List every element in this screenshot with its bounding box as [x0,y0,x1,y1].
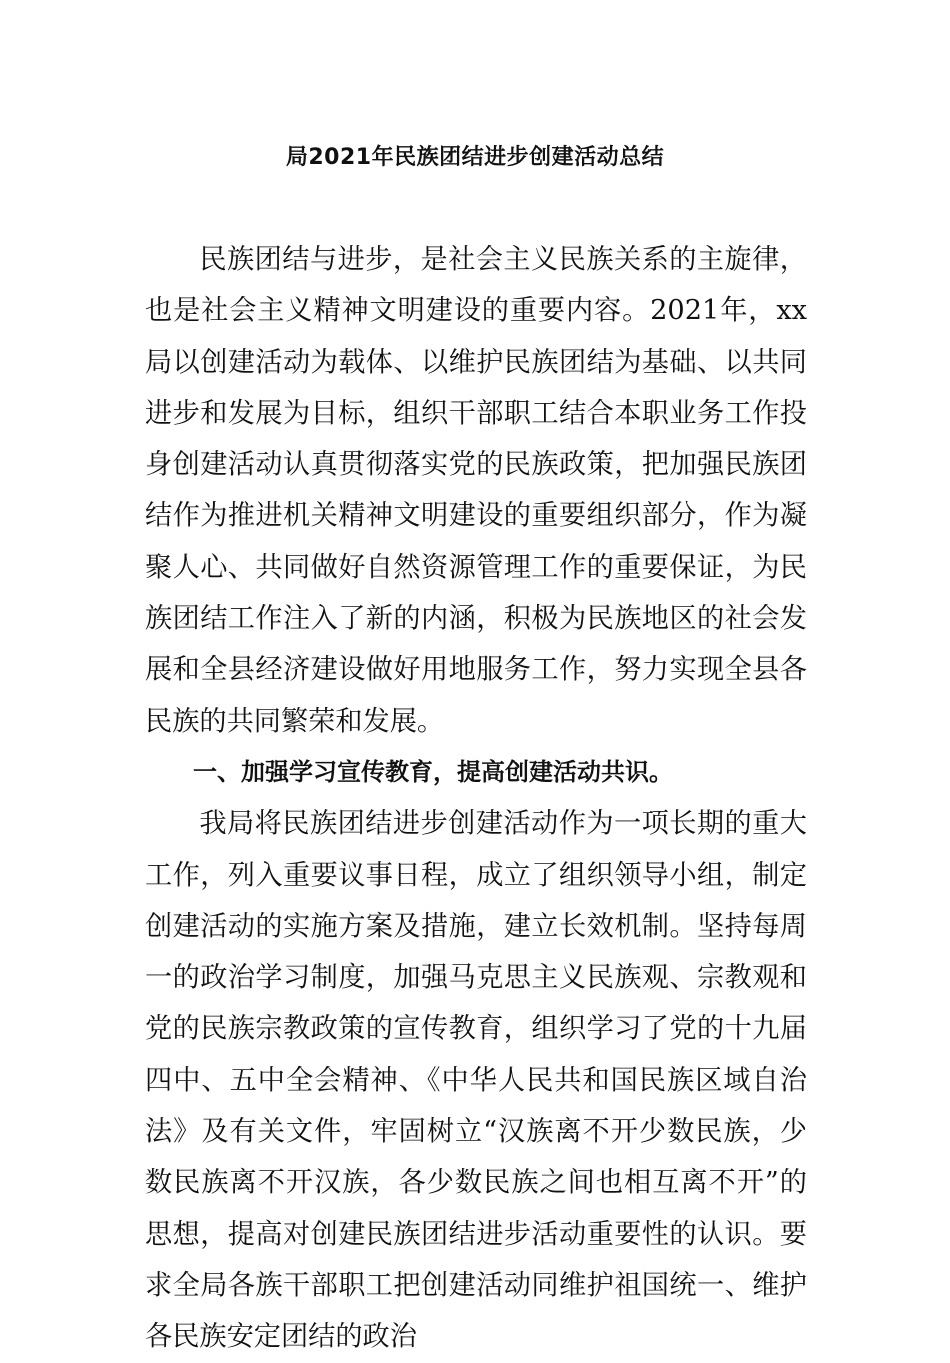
document-body [145,234,807,1363]
document-title: 局2021年民族团结进步创建活动总结 [285,145,665,170]
section-heading-1: 一、加强学习宣传教育，提高创建活动共识。 [193,757,673,786]
paragraph-section-1: 我局将民族团结进步创建活动作为一项长期的重大工作，列入重要议事日程，成立了组织领导小组，制定创建活动的实施方案及措施，建立长效机制。坚持每周一的政治学习制度，加强马克思主义民族观、宗教观和党的民族宗教政策的宣传教育，组织学习了党的十九届四中、五中全会精神、《中华人民共和国民族区域自治法》及有关文件，牢固树立“汉族离不开少数民族，少数民族离不开汉族，各少数民族之间也相互离不开”的思想，提高对创建民族团结进步活动重要性的认识。要求全局各族干部职工把创建活动同维护祖国统一、维护各民族安定团结的政治 [145,808,807,1353]
paragraph-intro: 民族团结与进步，是社会主义民族关系的主旋律，也是社会主义精神文明建设的重要内容。2021年，xx局以创建活动为载体、以维护民族团结为基础、以共同进步和发展为目标，组织干部职工结合本职业务工作投身创建活动认真贯彻落实党的民族政策，把加强民族团结作为推进机关精神文明建设的重要组织部分，作为凝聚人心、共同做好自然资源管理工作的重要保证，为民族团结工作注入了新的内涵，积极为民族地区的社会发展和全县经济建设做好用地服务工作，努力实现全县各民族的共同繁荣和发展。 [145,244,807,737]
